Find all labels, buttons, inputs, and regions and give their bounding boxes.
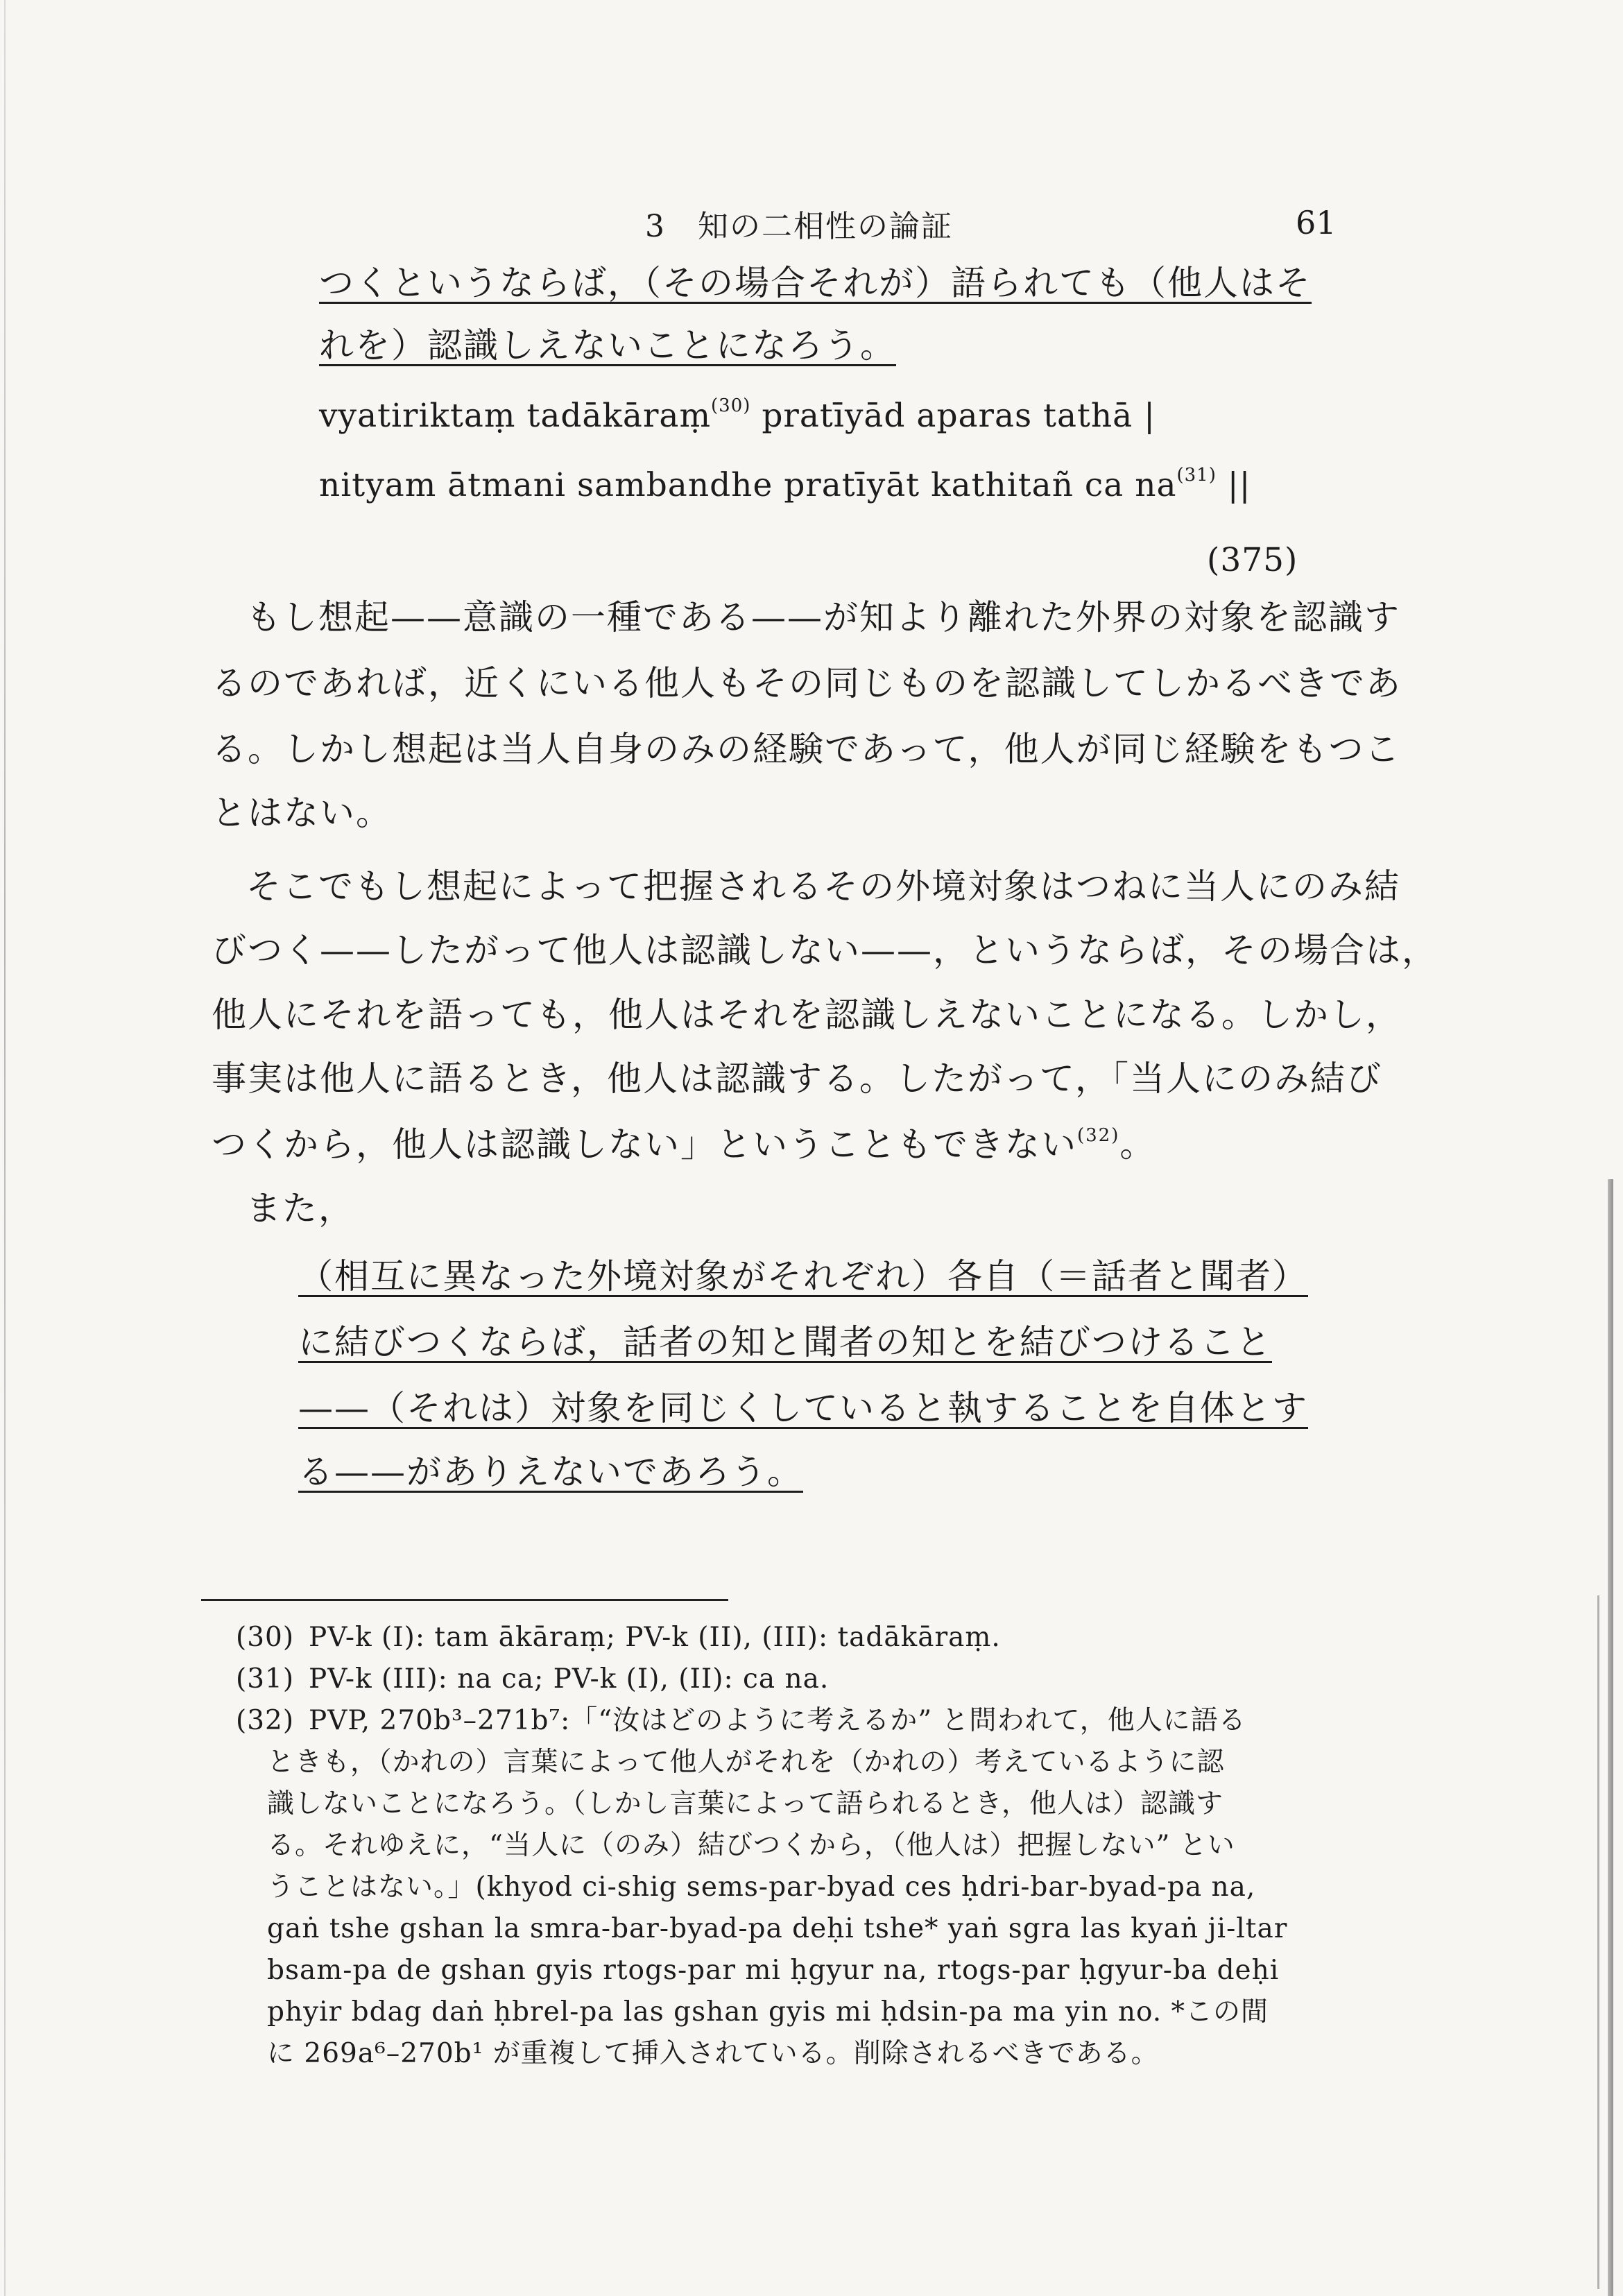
body-line: [212, 1124, 1156, 1165]
verse-number: (375): [1207, 541, 1298, 579]
footnote-line: に 269a⁶–270b¹ が重複して挿入されている。削除されるべきである。: [267, 2038, 1159, 2069]
body-line: 事実は他人に語るとき，他人は認識する。したがって，「当人にのみ結び: [212, 1059, 1382, 1099]
footnote-ref: (32): [1077, 1125, 1120, 1146]
body-text: 。: [1119, 1124, 1156, 1165]
quote-line: つくというならば，（その場合それが）語られても（他人はそ: [319, 263, 1312, 303]
footnote-line: 識しないことになろう。（しかし言葉によって語られるとき，他人は）認識す: [267, 1788, 1223, 1819]
body-line: るのであれば，近くにいる他人もその同じものを認識してしかるべきであ: [212, 663, 1402, 703]
scan-right-edge-line: [1597, 1595, 1599, 2289]
footnote: [236, 1705, 1246, 1737]
verse-text: pratīyād aparas tathā |: [750, 397, 1156, 435]
footnote-number: (31): [236, 1663, 295, 1695]
body-line: また，: [246, 1188, 354, 1228]
running-header: [0, 201, 1623, 243]
footnote-line: bsam-pa de gshan gyis rtogs-par mi ḥgyur na, rtogs-par ḥgyur-ba deḥi: [267, 1955, 1280, 1986]
quote-line: れを）認識しえないことになろう。: [319, 325, 896, 366]
page-number: 61: [1296, 204, 1337, 241]
footnote-line: る。それゆえに，“当人に（のみ）結びつくから，（他人は）把握しない” とい: [267, 1830, 1235, 1861]
verse-text: ||: [1216, 466, 1251, 504]
footnote-number: (32): [236, 1705, 295, 1736]
body-line: とはない。: [212, 793, 392, 833]
footnote-rule: [201, 1599, 728, 1601]
body-text: つくから，他人は認識しない」ということもできない: [212, 1124, 1077, 1165]
scan-left-edge: [4, 0, 6, 2296]
footnote: [236, 1622, 1001, 1654]
quote-line: （相互に異なった外境対象がそれぞれ）各自（＝話者と聞者）: [298, 1256, 1308, 1296]
body-line: もし想起——意識の一種である——が知より離れた外界の対象を認識す: [246, 597, 1400, 637]
quote-line: る——がありえないであろう。: [298, 1452, 803, 1492]
quote-line: ——（それは）対象を同じくしていると執することを自体とす: [298, 1388, 1308, 1428]
footnote-text: PVP, 270b³–271b⁷:「“汝はどのように考えるか” と問われて，他人に語る: [309, 1705, 1246, 1736]
body-line: 他人にそれを語っても，他人はそれを認識しえないことになる。しかし，: [212, 995, 1402, 1035]
verse-text: nityam ātmani sambandhe pratīyāt kathitañ ca na: [319, 466, 1177, 504]
footnote-ref: (31): [1176, 465, 1217, 486]
verse-line: [319, 395, 1156, 437]
chapter-title: 3 知の二相性の論証: [645, 209, 953, 244]
verse-line: [319, 465, 1251, 506]
footnote-ref: (30): [711, 395, 751, 416]
footnote-line: phyir bdag daṅ ḥbrel-pa las gshan gyis mi ḥdsin-pa ma yin no. *この間: [267, 1996, 1269, 2028]
footnote-line: ときも，（かれの）言葉によって他人がそれを（かれの）考えているように認: [267, 1747, 1225, 1778]
footnote-number: (30): [236, 1622, 295, 1653]
body-line: る。しかし想起は当人自身のみの経験であって，他人が同じ経験をもつこ: [212, 729, 1401, 769]
footnote-text: PV-k (I): tam ākāraṃ; PV-k (II), (III): tadākāraṃ.: [309, 1622, 1001, 1653]
verse-text: vyatiriktaṃ tadākāraṃ: [319, 397, 712, 435]
footnote-line: gaṅ tshe gshan la smra-bar-byad-pa deḥi tshe* yaṅ sgra las kyaṅ ji-ltar: [267, 1913, 1288, 1944]
footnote-text: PV-k (III): na ca; PV-k (I), (II): ca na.: [309, 1663, 830, 1695]
quote-line: に結びつくならば，話者の知と聞者の知とを結びつけること: [298, 1322, 1272, 1362]
footnote-line: うことはない。」(khyod ci-shig sems-par-byad ces ḥdri-bar-byad-pa na,: [267, 1871, 1256, 1903]
body-line: そこでもし想起によって把握されるその外境対象はつねに当人にのみ結: [246, 866, 1400, 907]
scan-right-edge: [1608, 1179, 1613, 2296]
body-line: びつく——したがって他人は認識しない——，というならば，その場合は，: [212, 930, 1438, 970]
footnote: [236, 1663, 829, 1695]
